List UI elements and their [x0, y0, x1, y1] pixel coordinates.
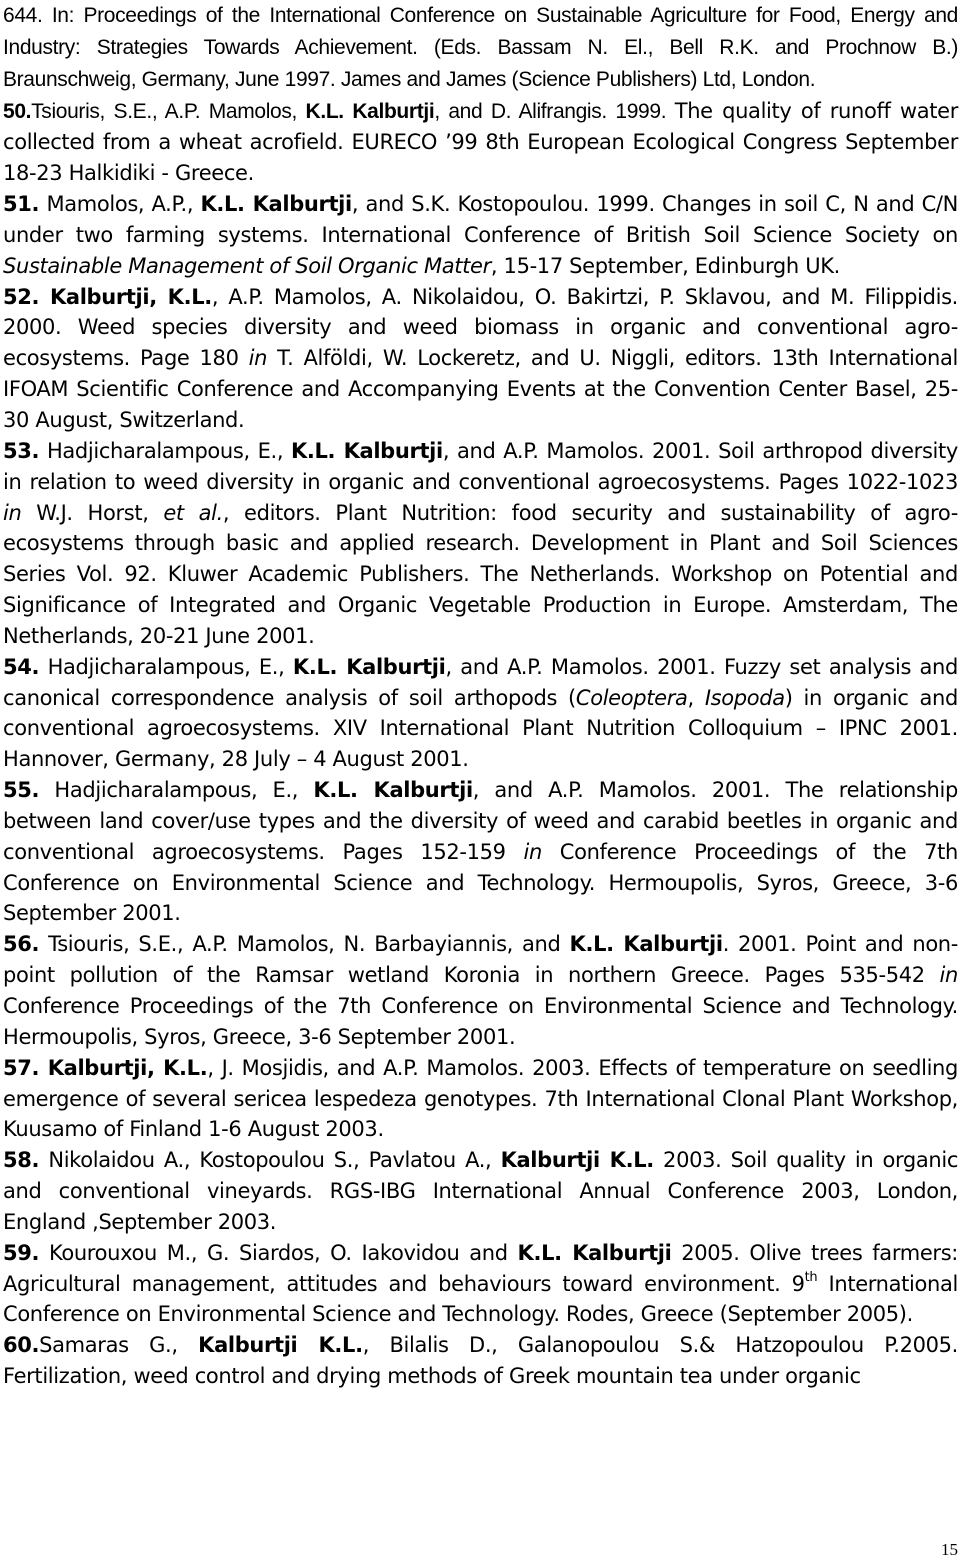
- superscript-th: th: [804, 1269, 818, 1285]
- reference-number-author: 57. Kalburtji, K.L.: [3, 1055, 208, 1080]
- reference-text: , and S.K. Kostopoulou. 1999. Changes in soil C, N and C/N under two farming systems. International Conference of British Soil Science Society on: [3, 192, 958, 247]
- highlighted-author: K.L. Kalburtji: [305, 99, 435, 123]
- reference-entry: [3, 1238, 958, 1331]
- reference-text: , and A.P. Mamolos. 2001. Fuzzy set analysis and canonical correspondence analysis of soil arthopods (: [3, 654, 958, 710]
- italic-word: Coleoptera: [575, 685, 688, 710]
- reference-text: ,: [687, 685, 705, 710]
- reference-authors: Tsiouris, S.E., A.P. Mamolos, N. Barbayiannis, and: [39, 932, 570, 957]
- highlighted-author: K.L. Kalburtji: [569, 932, 723, 957]
- reference-title: The quality of runoff water collected from a wheat acrofield. EURECO ’99 8th European Ecological Congress September 18-23 Halkidiki - Greece.: [3, 98, 958, 186]
- reference-text: , 15-17 September, Edinburgh UK.: [490, 253, 840, 278]
- reference-text: 2005. Olive trees farmers: Agricultural management, attitudes and behaviours toward environment. 9: [3, 1240, 959, 1296]
- reference-list: [3, 0, 958, 1392]
- reference-text: International Conference on Environmental Science and Technology. Rodes, Greece (September 2005).: [3, 1271, 958, 1327]
- reference-text: , Bilalis D., Galanopoulou S.& Hatzopoulou P.2005. Fertilization, weed control and drying methods of Greek mountain tea under organic: [3, 1333, 958, 1389]
- reference-entry: [3, 436, 958, 652]
- reference-entry: [3, 1145, 958, 1238]
- reference-text: 644. In: Proceedings of the International Conference on Sustainable Agriculture for Food, Energy and Industry: Strategies Towards Achievement. (Eds. Bassam N. El., Bell R.K. and Prochnow B.) Braunschweig, Germany, June 1997. James and James (Science Publishers) Ltd, London.: [3, 4, 958, 91]
- reference-text: T. Alföldi, W. Lockeretz, and U. Niggli, editors. 13th International IFOAM Scientific Conference and Accompanying Events at the Convention Center Basel, 25-30 August, Switzerland.: [3, 346, 959, 432]
- reference-number: 53.: [3, 438, 40, 463]
- reference-text: , J. Mosjidis, and A.P. Mamolos. 2003. Effects of temperature on seedling emergence of several sericea lespedeza genotypes. 7th International Clonal Plant Workshop, Kuusamo of Finland 1-6 August 2003.: [3, 1055, 958, 1142]
- reference-number: 58.: [3, 1148, 40, 1173]
- reference-authors: Kourouxou M., G. Siardos, O. Iakovidou and: [39, 1240, 518, 1265]
- reference-entry: [3, 775, 958, 929]
- reference-number-author: 52. Kalburtji, K.L.: [3, 284, 212, 309]
- reference-text: , and D. Alifrangis. 1999.: [434, 99, 675, 123]
- reference-authors: Hadjicharalampous, E.,: [39, 778, 314, 803]
- reference-text: ) in organic and conventional agroecosystems. XIV International Plant Nutrition Colloquium – IPNC 2001. Hannover, Germany, 28 July – 4 August 2001.: [3, 685, 958, 772]
- reference-entry: [3, 1053, 958, 1146]
- reference-number: 56.: [3, 932, 40, 957]
- reference-text: , editors. Plant Nutrition: food security and sustainability of agro-ecosystems through basic and applied research. Development in Plant and Soil Sciences Series Vol. 92. Kluwer Academic Publishers. The Netherlands. Workshop on Potential and Significance of Integrated and Organic Vegetable Production in Europe. Amsterdam, The Netherlands, 20-21 June 2001.: [3, 500, 958, 648]
- reference-entry: [3, 929, 958, 1052]
- reference-authors: Hadjicharalampous, E.,: [39, 654, 293, 679]
- reference-text: Conference Proceedings of the 7th Conference on Environmental Science and Technology. Hermoupolis, Syros, Greece, 3-6 September 2001.: [3, 839, 958, 926]
- highlighted-author: K.L. Kalburtji: [200, 192, 352, 217]
- highlighted-author: K.L. Kalburtji: [313, 778, 473, 803]
- reference-text: , and A.P. Mamolos. 2001. Soil arthropod diversity in relation to weed diversity in organic and conventional agroecosystems. Pages 1022-1023: [3, 438, 958, 494]
- reference-text: . 2001. Point and non-point pollution of the Ramsar wetland Koronia in northern Greece. Pages 535-542: [3, 932, 958, 988]
- reference-number: 51.: [3, 192, 40, 217]
- reference-italic-title: Sustainable Management of Soil Organic Matter: [3, 253, 491, 278]
- reference-entry: [3, 189, 958, 282]
- reference-number: 59.: [3, 1240, 40, 1265]
- highlighted-author: K.L. Kalburtji: [292, 654, 446, 679]
- reference-text: 2003. Soil quality in organic and conventional vineyards. RGS-IBG International Annual Conference 2003, London, England ,September 2003.: [3, 1148, 959, 1234]
- reference-authors: Tsiouris, S.E., A.P. Mamolos,: [31, 99, 306, 123]
- highlighted-author: K.L. Kalburtji: [290, 438, 443, 463]
- reference-entry: [3, 96, 958, 190]
- reference-entry: [3, 1330, 958, 1392]
- highlighted-author: Kalburtji K.L.: [198, 1333, 363, 1358]
- reference-number: 55.: [3, 778, 40, 803]
- reference-authors: Hadjicharalampous, E.,: [39, 438, 291, 463]
- italic-word: in: [939, 963, 958, 988]
- reference-authors: Samaras G.,: [39, 1333, 199, 1358]
- italic-word: in: [3, 500, 22, 525]
- reference-number: 60.: [3, 1333, 40, 1358]
- reference-text: , A.P. Mamolos, A. Nikolaidou, O. Bakirtzi, P. Sklavou, and M. Filippidis. 2000. Weed species diversity and weed biomass in organic and conventional agro-ecosystems. Page 180: [3, 284, 958, 371]
- italic-word: in: [523, 839, 542, 864]
- italic-word: in: [248, 346, 268, 371]
- reference-entry: [3, 0, 958, 96]
- page-number: 15: [941, 1540, 958, 1559]
- reference-entry: [3, 652, 958, 775]
- italic-word: et al.: [163, 500, 223, 525]
- reference-text: W.J. Horst,: [21, 500, 164, 525]
- reference-authors: Nikolaidou A., Kostopoulou S., Pavlatou A.,: [39, 1148, 501, 1173]
- reference-number: 54.: [3, 654, 40, 679]
- reference-text: Conference Proceedings of the 7th Conference on Environmental Science and Technology. Hermoupolis, Syros, Greece, 3-6 September 2001.: [3, 994, 958, 1049]
- italic-word: Isopoda: [704, 685, 785, 710]
- reference-number: 50.: [3, 99, 32, 123]
- highlighted-author: K.L. Kalburtji: [517, 1240, 672, 1265]
- highlighted-author: Kalburtji K.L.: [500, 1148, 654, 1173]
- reference-text: , and A.P. Mamolos. 2001. The relationship between land cover/use types and the diversity of weed and carabid beetles in organic and conventional agroecosystems. Pages 152-159: [3, 778, 958, 864]
- reference-authors: Mamolos, A.P.,: [39, 192, 201, 217]
- reference-entry: [3, 282, 958, 436]
